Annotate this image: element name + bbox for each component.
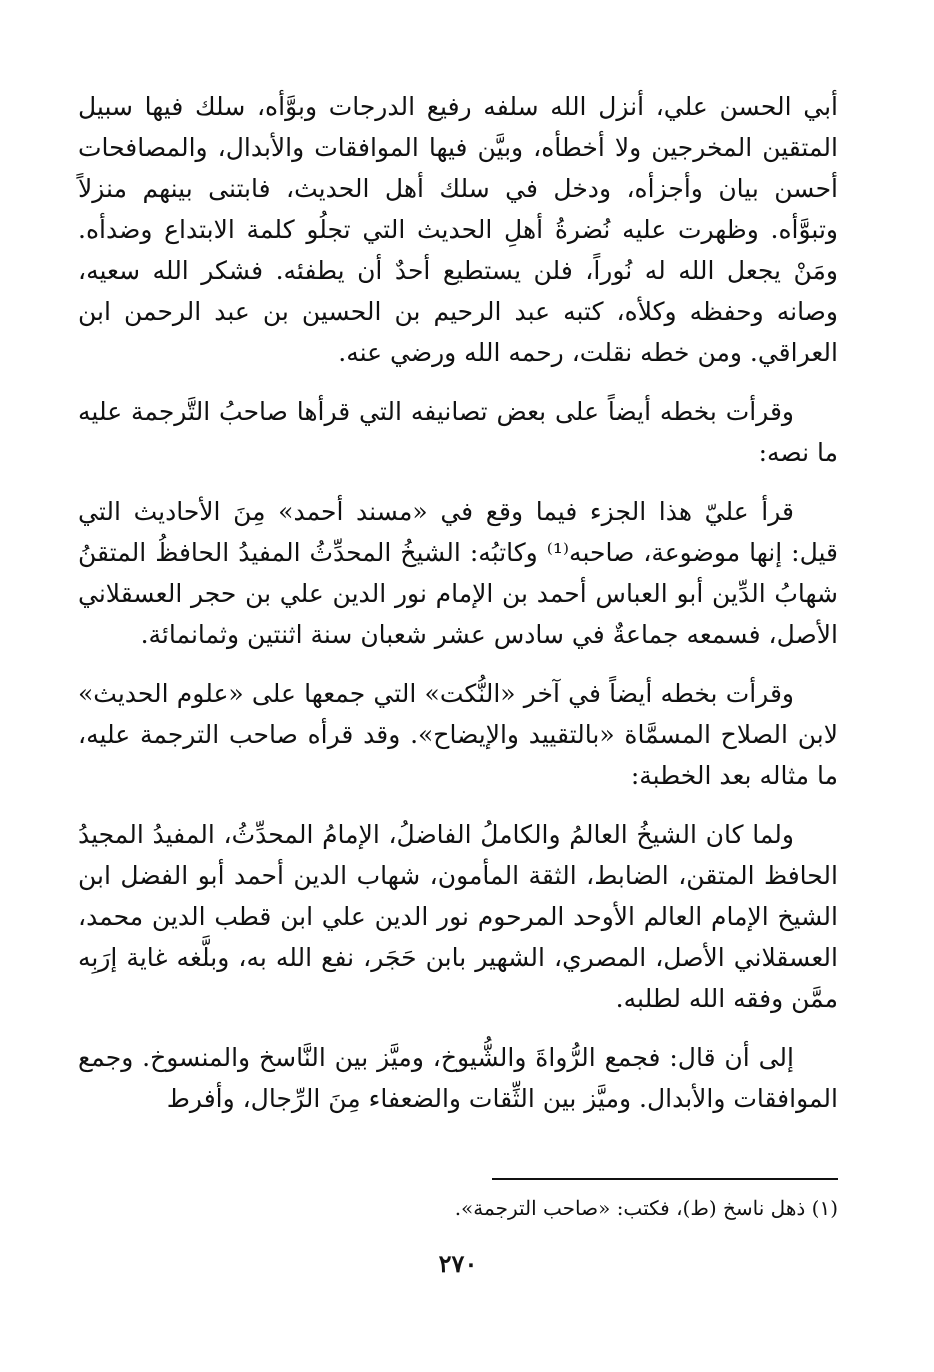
page-number: ٢٧٠ — [438, 1249, 478, 1278]
footnote-divider — [492, 1178, 838, 1180]
footnote: (١) ذهل ناسخ (ط)، فكتب: «صاحب الترجمة». — [454, 1196, 838, 1220]
paragraph-1: أبي الحسن علي، أنزل الله سلفه رفيع الدرجات وبوَّأه، سلك فيها سبيل المتقين المخرجين ولا أخطأه، وبيَّن فيها الموافقات والأبدال، والمصافحات أحسن بيان وأجزأه، ودخل في سلك أهل الحديث، فابتنى بينهم منزلاً وتبوَّأه. وظهرت عليه نُضرةُ أهلِ الحديث التي تجلُو كلمة الابتداع وضدأه. ومَنْ يجعل الله له نُوراً، فلن يستطيع أحدٌ أن يطفئه. فشكر الله سعيه، وصانه وحفظه وكلأه، كتبه عبد الرحيم بن الحسين بن عبد الرحمن ابن العراقي. ومن خطه نقلت، رحمه الله ورضي عنه. — [78, 92, 838, 367]
document-page — [78, 86, 838, 1366]
paragraph-5: ولما كان الشيخُ العالمُ والكاملُ الفاضلُ، الإمامُ المحدِّثُ، المفيدُ المجيدُ الحافظ المتقن، الضابط، الثقة المأمون، شهاب الدين أحمد أبو الفضل ابن الشيخ الإمام العالم الأوحد المرحوم نور الدين علي ابن قطب الدين محمد، العسقلاني الأصل، المصري، الشهير بابن حَجَر، نفع الله به، وبلَّغه غاية إرَبِه ممَّن وفقه الله لطلبه. — [78, 820, 838, 1013]
paragraph-4: وقرأت بخطه أيضاً في آخر «النُّكت» التي جمعها على «علوم الحديث» لابن الصلاح المسمَّاة «بالتقييد والإيضاح». وقد قرأه صاحب الترجمة عليه، ما مثاله بعد الخطبة: — [78, 679, 838, 790]
paragraph-2: وقرأت بخطه أيضاً على بعض تصانيفه التي قرأها صاحبُ التَّرجمة عليه ما نصه: — [78, 397, 838, 467]
paragraph-6: إلى أن قال: فجمع الرُّواةَ والشُّيوخ، وميَّز بين النَّاسخ والمنسوخ. وجمع الموافقات والأبدال. وميَّز بين الثِّقات والضعفاء مِنَ الرِّجال، وأفرط — [78, 1043, 838, 1113]
paragraph-3: قرأ عليّ هذا الجزء فيما وقع في «مسند أحمد» مِنَ الأحاديث التي قيل: إنها موضوعة، صاحبه⁽¹⁾ وكاتبُه: الشيخُ المحدِّثُ المفيدُ الحافظُ المتقنُ شهابُ الدِّين أبو العباس أحمد بن الإمام نور الدين علي بن حجر العسقلاني الأصل، فسمعه جماعةٌ في سادس عشر شعبان سنة اثنتين وثمانمائة. — [78, 497, 838, 649]
